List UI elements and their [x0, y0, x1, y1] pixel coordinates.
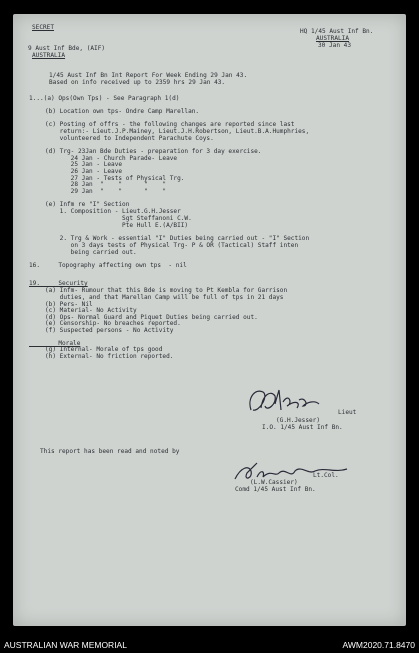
signature-2-title: Comd 1/45 Aust Inf Bn. [235, 486, 316, 493]
document-page [13, 14, 406, 626]
addressee-line-1: 9 Aust Inf Bde, (AIF) [28, 45, 106, 52]
intro-line-2: Based on info received up to 2359 hrs 29 Jan 43. [49, 79, 226, 86]
report-line: Pte Hull E.(A/BII) [45, 222, 189, 229]
report-line: (c) Posting of offrs - the following changes are reported since last [45, 121, 295, 128]
report-line: volunteered to Independent Parachute Coys. [45, 135, 214, 142]
report-line: (d) Trg- 23Jan Bde Duties - preparation for 3 day exercise. [45, 148, 262, 155]
report-line: (b) Pers- Nil [45, 301, 93, 308]
report-line: (e) Censorship- No breaches reported. [45, 320, 181, 327]
report-line: (e) Infm re "I" Section [45, 201, 130, 208]
report-line: duties, and that Marellan Camp will be full of tps in 21 days [45, 294, 284, 301]
report-line: (h) External- No friction reported. [45, 353, 174, 360]
footer-institution: AUSTRALIAN WAR MEMORIAL [4, 640, 127, 650]
report-line: 19. Security [29, 280, 88, 287]
archive-footer [0, 636, 419, 653]
report-line: 26 Jan - Leave [45, 168, 123, 175]
report-line: being carried out. [45, 249, 137, 256]
report-line: return:- Lieut.J.P.Mainey, Lieut.J.H.Robertson, Lieut.B.A.Humphries, [45, 128, 310, 135]
report-line: Morale [29, 340, 81, 347]
report-line: on 3 days tests of Physical Trg- P & OR (Tactical) Staff inten [45, 242, 299, 249]
report-line: (d) Ops- Normal Guard and Piquet Duties being carried out. [45, 314, 258, 321]
signature-2-rank: Lt.Col. [313, 472, 339, 479]
report-line: 25 Jan - Leave [45, 161, 123, 168]
signature-1-name: (G.H.Jesser) [276, 417, 321, 424]
noted-line: This report has been read and noted by [40, 448, 180, 455]
report-line: (c) Material- No Activity [45, 307, 137, 314]
report-line: 16. Topography affecting own tps - nil [29, 262, 187, 269]
addressee-line-2: AUSTRALIA [32, 52, 66, 59]
report-line: (b) Location own tps- Ondre Camp Marellan. [45, 108, 200, 115]
report-line: 1. Composition - Lieut.G.H.Jesser [45, 208, 181, 215]
signature-jesser-icon [245, 384, 325, 420]
signature-2-name: (L.W.Cassier) [250, 479, 298, 486]
report-line: (g) Internal- Morale of tps good [45, 346, 163, 353]
sender-line-2: AUSTRALIA [316, 35, 350, 42]
report-line: 2. Trg & Work - essential "I" Duties being carried out - "I" Section [45, 235, 310, 242]
report-line: 27 Jan - Tests of Physical Trg. [45, 175, 185, 182]
report-line: 1...(a) Ops(Own Tps) - See Paragraph 1(d) [29, 95, 180, 102]
classification-label: SECRET [32, 24, 55, 31]
signature-1-title: I.O. 1/45 Aust Inf Bn. [262, 424, 343, 431]
footer-reference: AWM2020.71.8470 [342, 640, 415, 650]
report-line: Sgt Steffanoni C.W. [45, 215, 192, 222]
intro-line-1: 1/45 Aust Inf Bn Int Report For Week Ending 29 Jan 43. [49, 72, 248, 79]
sender-line-1: HQ 1/45 Aust Inf Bn. [300, 28, 374, 35]
report-line: (a) Infm- Rumour that this Bde is moving to Pt Kembla for Garrison [45, 287, 288, 294]
report-line: 28 Jan " " " " [45, 181, 167, 188]
sender-date: 30 Jan 43 [318, 42, 352, 49]
signature-1-rank: Lieut [338, 409, 357, 416]
report-line: (f) Suspected persons - No Activity [45, 327, 174, 334]
report-line: 24 Jan - Church Parade- Leave [45, 155, 178, 162]
report-line: 29 Jan " " " " [45, 188, 167, 195]
